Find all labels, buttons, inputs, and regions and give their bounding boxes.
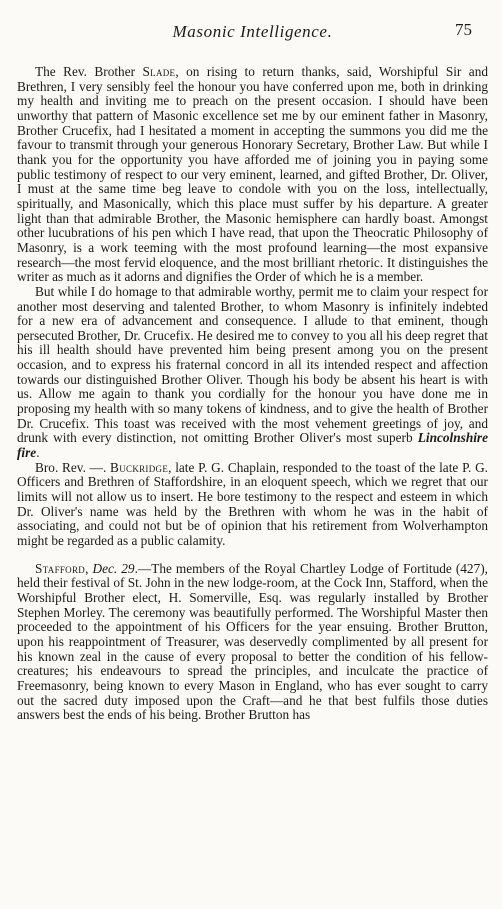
paragraph-text: .—The members of the Royal Chartley Lodge of Fortitude (427), held their festival of St. John in the new lodge-room, at the Cock Inn, Stafford, when the Worshipful Brother elect, H. Somerville, Esq. was regularly installed by Brother Stephen Morley. The ceremony was beautifully performed. The Worshipful Master then proceeded to the appointment of his Officers for the year ensuing. Brother Brutton, upon his reappointment of Treasurer, was deservedly complimented by all present for his known zeal in the cause of every proposal to better the condition of his fellow-creatures; his endeavours to spread the principles, and inculcate the practice of Freemasonry, being known to every Mason in England, who has ever sought to carry out the sacred duty imposed upon the Craft—and he that best fulfils those duties answers best the ends of his being. Brother Brutton has [17,560,488,723]
paragraph-slade-speech [17,65,488,285]
speaker-name: Slade [142,64,176,79]
paragraph-text: , late P. G. Chaplain, responded to the toast of the late P. G. Officers and Brethren of Staffordshire, in an eloquent speech, which we regret that our limits will not allow us to insert. He bore testimony to the respect and esteem in which Dr. Oliver's name was held by the Brethren with whom he was in the habit of associating, and could not but be of opinion that his retirement from Wolverhampton might be regarded as a public calamity. [17,459,488,548]
paragraph-buckridge-response [17,461,488,549]
date-heading: Dec. 29 [92,560,135,576]
paragraph-opening: Bro. Rev. —. [35,459,111,475]
paragraph-text: But while I do homage to that admirable worthy, permit me to claim your respect for another most deserving and talented Brother, to whom Masonry is infinitely indebted for a new era of advancement and consequence. I allude to that eminent, though persecuted Brother, Dr. Crucefix. He desired me to convey to you all his deep regret that his ill health should have prevented him being present among you on the present occasion, and to express his fraternal concord in all its intended respect and affection towards our distinguished Brother Oliver. Though his body be absent his heart is with us. Allow me again to thank you cordially for the honour you have done me in proposing my health with so many tokens of kindness, and to give the health of Brother Dr. Crucefix. This toast was received with the most vehement greetings of joy, and drunk with every distinction, not omitting Brother Oliver's most superb [17,283,488,446]
paragraph-opening: The Rev. Brother [35,64,143,79]
speaker-name: Buckridge [110,459,169,475]
running-title: Masonic Intelligence. [172,22,333,41]
paragraph-text: , on rising to return thanks, said, Worshipful Sir and Brethren, I very sensibly feel the honour you have conferred upon me, both in drinking my health and inviting me to preach on the present occasion. I should have been unworthy that pattern of Masonic excellence set me by our eminent father in Masonry, Brother Crucefix, had I hesitated a moment in accepting the summons you did me the favour to transmit through your generous Honorary Secretary, Brother Law. But while I thank you for the opportunity you have afforded me of joining you in paying some public testimony of respect to our very eminent, learned, and gifted Brother, Dr. Oliver, I must at the same time beg leave to condole with you on the loss, intellectually, spiritually, and Masonically, which this place must suffer by his departure. A greater light than that admirable Brother, the Masonic hemisphere can hardly boast. Amongst other lucubrations of his pen which I have read, that upon the Theocratic Philosophy of Masonry, is a work teeming with the most profound learning—the most expansive research—the most fervid eloquence, and the most brilliant rhetoric. It distinguishes the writer as much as it adorns and dignifies the Order of which he is a member. [17,64,488,285]
paragraph-crucefix-toast [17,285,488,461]
paragraph-close: . [36,445,40,461]
page-header [17,0,488,41]
emphasis-text: Lincolnshire fire [17,430,488,461]
article-body [17,65,488,723]
paragraph-stafford-report: Stafford, Dec. 29.—The members of the Royal Chartley Lodge of Fortitude (427), held their festival of St. John in the new lodge-room, at the Cock Inn, Stafford, when the Worshipful Brother elect, H. Somerville, Esq. was regularly installed by Brother Stephen Morley. The ceremony was beautifully performed. The Worshipful Master then proceeded to the appointment of his Officers for the year ensuing. Brother Brutton, upon his reappointment of Treasurer, was deservedly complimented by all present for his known zeal in the cause of every proposal to better the condition of his fellow-creatures; his endeavours to spread the principles, and inculcate the practice of Freemasonry, being known to every Mason in England, who has ever sought to carry out the sacred duty imposed upon the Craft—and he that best fulfils those duties answers best the ends of his being. Brother Brutton has [17,560,488,723]
place-heading: Stafford [35,560,86,576]
page-number: 75 [455,20,472,39]
